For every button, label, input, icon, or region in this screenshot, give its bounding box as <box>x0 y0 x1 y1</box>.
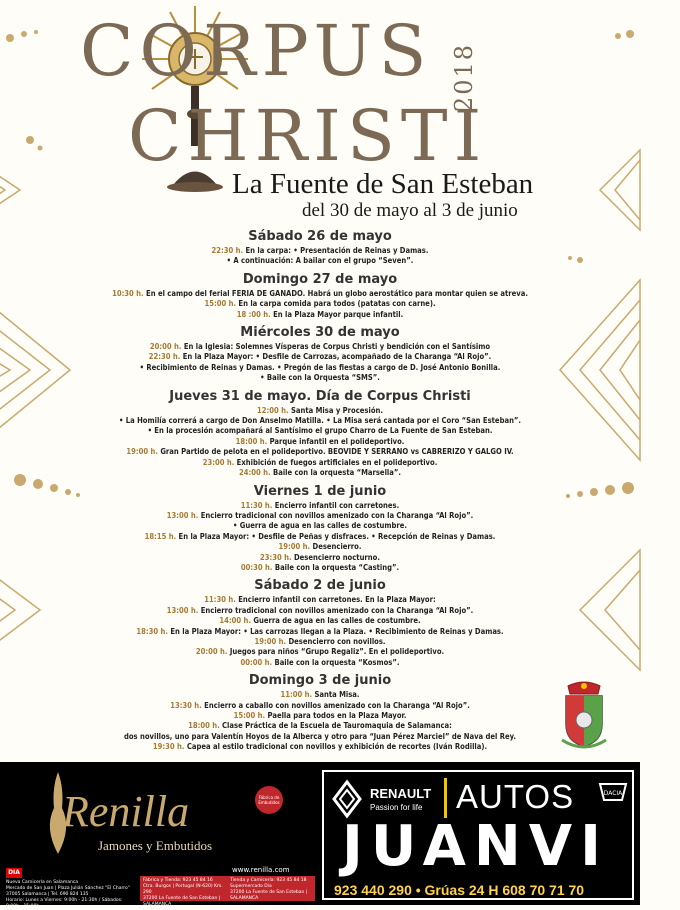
day-block <box>60 389 580 479</box>
event-description: • Guerra de agua en las calles de costumbre. <box>233 521 407 531</box>
festival-program <box>60 229 580 758</box>
program-line <box>60 637 580 647</box>
program-line <box>60 501 580 511</box>
program-line <box>60 742 580 752</box>
event-description: Baile con la orquesta “Casting”. <box>272 562 400 572</box>
event-time: 18 :00 h. <box>236 309 271 319</box>
program-line <box>60 458 580 468</box>
event-description: En la carpa: • Presentación de Reinas y Damas. <box>243 246 429 255</box>
day-title: Viernes 1 de junio <box>253 483 387 499</box>
title-christi: CHRISTI <box>128 95 488 177</box>
renault-brand: RENAULT <box>370 786 432 801</box>
juanvi-name: JUANVI <box>342 814 609 879</box>
event-description: Encierro infantil con carretones. En la Plaza Mayor: <box>235 595 436 605</box>
dacia-label: DACIA <box>603 790 623 797</box>
event-time: 14:00 h. <box>219 616 251 626</box>
event-description: dos novillos, uno para Valentín Hoyos de la Alberca y otro para “Juan Pérez Marciel” de Nava del Rey. <box>123 731 517 741</box>
event-time: 23:00 h. <box>202 457 235 467</box>
event-time: 11:00 h. <box>280 690 313 700</box>
event-time: 00:30 h. <box>240 562 273 572</box>
renilla-shop-info: Tienda y Carnicería: 923 45 84 18 Supermercado Dia 37200 La Fuente de San Esteban | SALAMANCA <box>230 878 308 901</box>
event-description: Capea al estilo tradicional con novillos y exhibición de recortes (Iván Rodilla). <box>184 742 488 752</box>
renault-slogan: Passion for life <box>370 803 423 812</box>
event-time: 23:30 h. <box>260 552 292 562</box>
sponsors-footer <box>0 762 640 909</box>
event-description: En la carpa comida para todos (patatas con carne). <box>236 299 436 309</box>
event-dates: del 30 de mayo al 3 de junio <box>302 200 518 221</box>
program-line <box>60 563 580 573</box>
event-time: 12:00 h. <box>257 405 289 415</box>
event-time: 10:30 h. <box>112 288 144 298</box>
program-line <box>60 373 580 383</box>
program-line <box>60 616 580 626</box>
event-description: Gran Partido de pelota en el polideportivo. BEOVIDE Y SERRANO vs CABRERIZO Y GALGO IV. <box>157 447 514 457</box>
event-description: En la Plaza Mayor: • Las carrozas llegan a la Plaza. • Recibimiento de Reinas y Damas. <box>168 626 504 636</box>
program-line <box>60 447 580 457</box>
program-line <box>60 595 580 605</box>
event-description: En la Iglesia: Solemnes Vísperas de Corpus Christi y bendición con el Santísimo <box>181 342 491 352</box>
renilla-info-strip <box>140 876 315 907</box>
day-block <box>60 272 580 320</box>
event-description: En la Plaza Mayor parque infantil. <box>270 309 404 319</box>
event-description: Parque infantil en el polideportivo. <box>267 436 405 446</box>
event-time: 19:30 h. <box>152 742 185 752</box>
event-description: Exhibición de fuegos artificiales en el polideportivo. <box>234 457 438 467</box>
event-time: 15:00 h. <box>204 299 237 309</box>
renilla-website[interactable]: www.renilla.com <box>232 866 290 874</box>
event-time: 15:00 h. <box>233 711 266 720</box>
event-description: • En la procesión acompañará al Santísimo el grupo Charro de La Fuente de San Esteban. <box>147 426 493 436</box>
day-block <box>60 229 580 267</box>
day-block <box>60 325 580 384</box>
event-description: Guerra de agua en las calles de costumbre. <box>250 616 421 626</box>
event-description: En la Plaza Mayor: • Desfile de Carrozas, acompañado de la Charanga “Al Rojo”. <box>180 352 492 362</box>
event-time: 13:30 h. <box>170 700 202 710</box>
event-description: Baile con la orquesta “Marsella”. <box>270 468 401 478</box>
event-time: 00:00 h. <box>240 657 273 667</box>
event-time: 19:00 h. <box>126 447 158 457</box>
event-description: En el campo del ferial FERIA DE GANADO. Habrá un globo aerostático para montar quien se atreva. <box>143 288 528 298</box>
event-description: • A continuación: A bailar con el grupo “Seven”. <box>226 256 414 266</box>
program-line <box>60 701 580 711</box>
renilla-badge: Fábrica de Embutidos <box>255 786 283 814</box>
program-line <box>60 437 580 447</box>
program-line <box>60 342 580 352</box>
event-description: Desencierro nocturno. <box>291 552 380 562</box>
event-time: 22:30 h. <box>211 246 244 255</box>
program-line <box>60 521 580 531</box>
renault-diamond-icon <box>332 780 362 818</box>
event-time: 18:30 h. <box>136 626 168 636</box>
program-line <box>60 289 580 299</box>
day-title: Sábado 2 de junio <box>254 578 386 594</box>
event-time: 11:30 h. <box>204 595 236 605</box>
renilla-store-info: Nueva Carnicería en Salamanca Mercado de San Juan | Plaza Julián Sánchez "El Charro" 37005 Salamanca | Tel. 690 824 135 Horario: Lunes a Viernes: 9:00h - 21:30h / Sábados: 9:00h - 15:00h <box>6 880 130 909</box>
program-line <box>60 352 580 362</box>
program-line <box>60 658 580 668</box>
renilla-brand: Renilla <box>62 787 190 836</box>
dia-logo: DIA <box>6 868 22 878</box>
program-line <box>60 468 580 478</box>
event-description: Desencierro. <box>310 542 362 552</box>
event-time: 13:00 h. <box>166 605 199 615</box>
program-line <box>60 647 580 657</box>
event-description: Encierro tradicional con novillos amenizado con la Charanga “Al Rojo”. <box>198 605 474 615</box>
top-right-ornament <box>590 20 640 50</box>
program-line <box>60 711 580 721</box>
event-description: Juegos para niños “Grupo Regaliz”. En el polideportivo. <box>227 647 445 657</box>
top-left-ornament <box>0 0 60 50</box>
event-description: Encierro a caballo con novillos amenizado con la Charanga “Al Rojo”. <box>201 700 470 710</box>
event-time: 18:00 h. <box>188 721 220 731</box>
event-time: 19:00 h. <box>278 542 311 552</box>
event-description: Paella para todos en la Plaza Mayor. <box>265 711 407 720</box>
day-block <box>60 673 580 752</box>
event-description: Encierro tradicional con novillos amenizado con la Charanga “Al Rojo”. <box>198 510 474 520</box>
program-line <box>60 406 580 416</box>
event-time: 11:30 h. <box>240 500 273 510</box>
program-line <box>60 363 580 373</box>
day-title: Miércoles 30 de mayo <box>240 325 400 341</box>
renilla-ad <box>0 762 318 909</box>
program-line <box>60 310 580 320</box>
event-time: 19:00 h. <box>254 636 287 646</box>
day-title: Domingo 27 de mayo <box>242 271 398 287</box>
event-year: 2018 <box>450 42 478 112</box>
renilla-factory-info: Fábrica y Tienda: 923 45 84 16 Ctra. Burgos | Portugal (N-620) Km. 290 37200 La Fuente de San Esteban | SALAMANCA <box>143 878 223 907</box>
program-line <box>60 256 580 266</box>
program-line <box>60 426 580 436</box>
municipal-coat-of-arms-icon <box>558 680 610 752</box>
event-time: 24:00 h. <box>239 468 271 478</box>
program-line <box>60 532 580 542</box>
juanvi-phones[interactable]: 923 440 290 • Grúas 24 H 608 70 71 70 <box>334 882 585 898</box>
event-time: 22:30 h. <box>148 352 181 362</box>
program-line <box>60 606 580 616</box>
day-title: Domingo 3 de junio <box>248 673 392 689</box>
event-description: Desencierro con novillos. <box>286 636 386 646</box>
dacia-logo-icon <box>596 780 630 804</box>
program-line <box>60 690 580 700</box>
town-name: La Fuente de San Esteban <box>232 168 534 200</box>
event-description: Santa Misa. <box>312 690 360 700</box>
event-description: Encierro infantil con carretones. <box>272 500 400 510</box>
day-block <box>60 578 580 668</box>
program-line <box>60 542 580 552</box>
program-line <box>60 721 580 731</box>
event-time: 20:00 h. <box>149 342 182 352</box>
program-line <box>60 553 580 563</box>
program-line <box>60 511 580 521</box>
autos-juanvi-ad <box>322 770 634 900</box>
event-time: 20:00 h. <box>195 647 228 657</box>
autos-label: AUTOS <box>456 778 575 815</box>
renilla-subtitle: Jamones y Embutidos <box>98 838 213 853</box>
event-description: Clase Práctica de la Escuela de Tauromaquia de Salamanca: <box>219 721 452 731</box>
event-description: • La Homilía correrá a cargo de Don Anselmo Matilla. • La Misa será cantada por el Coro “San Esteban”. <box>118 416 522 426</box>
day-title: Sábado 26 de mayo <box>248 229 392 244</box>
event-description: Baile con la orquesta “Kosmos”. <box>272 657 400 667</box>
event-time: 18:00 h. <box>235 436 268 446</box>
program-line <box>60 732 580 742</box>
event-time: 13:00 h. <box>166 510 199 520</box>
event-time: 18:15 h. <box>144 531 177 541</box>
event-description: En la Plaza Mayor: • Desfile de Peñas y disfraces. • Recepción de Reinas y Damas. <box>176 531 496 541</box>
program-line <box>60 627 580 637</box>
program-line <box>60 299 580 309</box>
yellow-divider <box>444 778 447 818</box>
event-description: Santa Misa y Procesión. <box>288 405 383 415</box>
title-corpus: CORPUS <box>80 10 433 92</box>
event-description: • Baile con la Orquesta “SMS”. <box>260 373 380 383</box>
program-line <box>60 416 580 426</box>
program-line <box>60 246 580 256</box>
event-description: • Recibimiento de Reinas y Damas. • Pregón de las fiestas a cargo de D. José Antonio Bonilla. <box>139 362 501 372</box>
day-block <box>60 484 580 574</box>
day-title: Jueves 31 de mayo. Día de Corpus Christi <box>169 388 471 404</box>
